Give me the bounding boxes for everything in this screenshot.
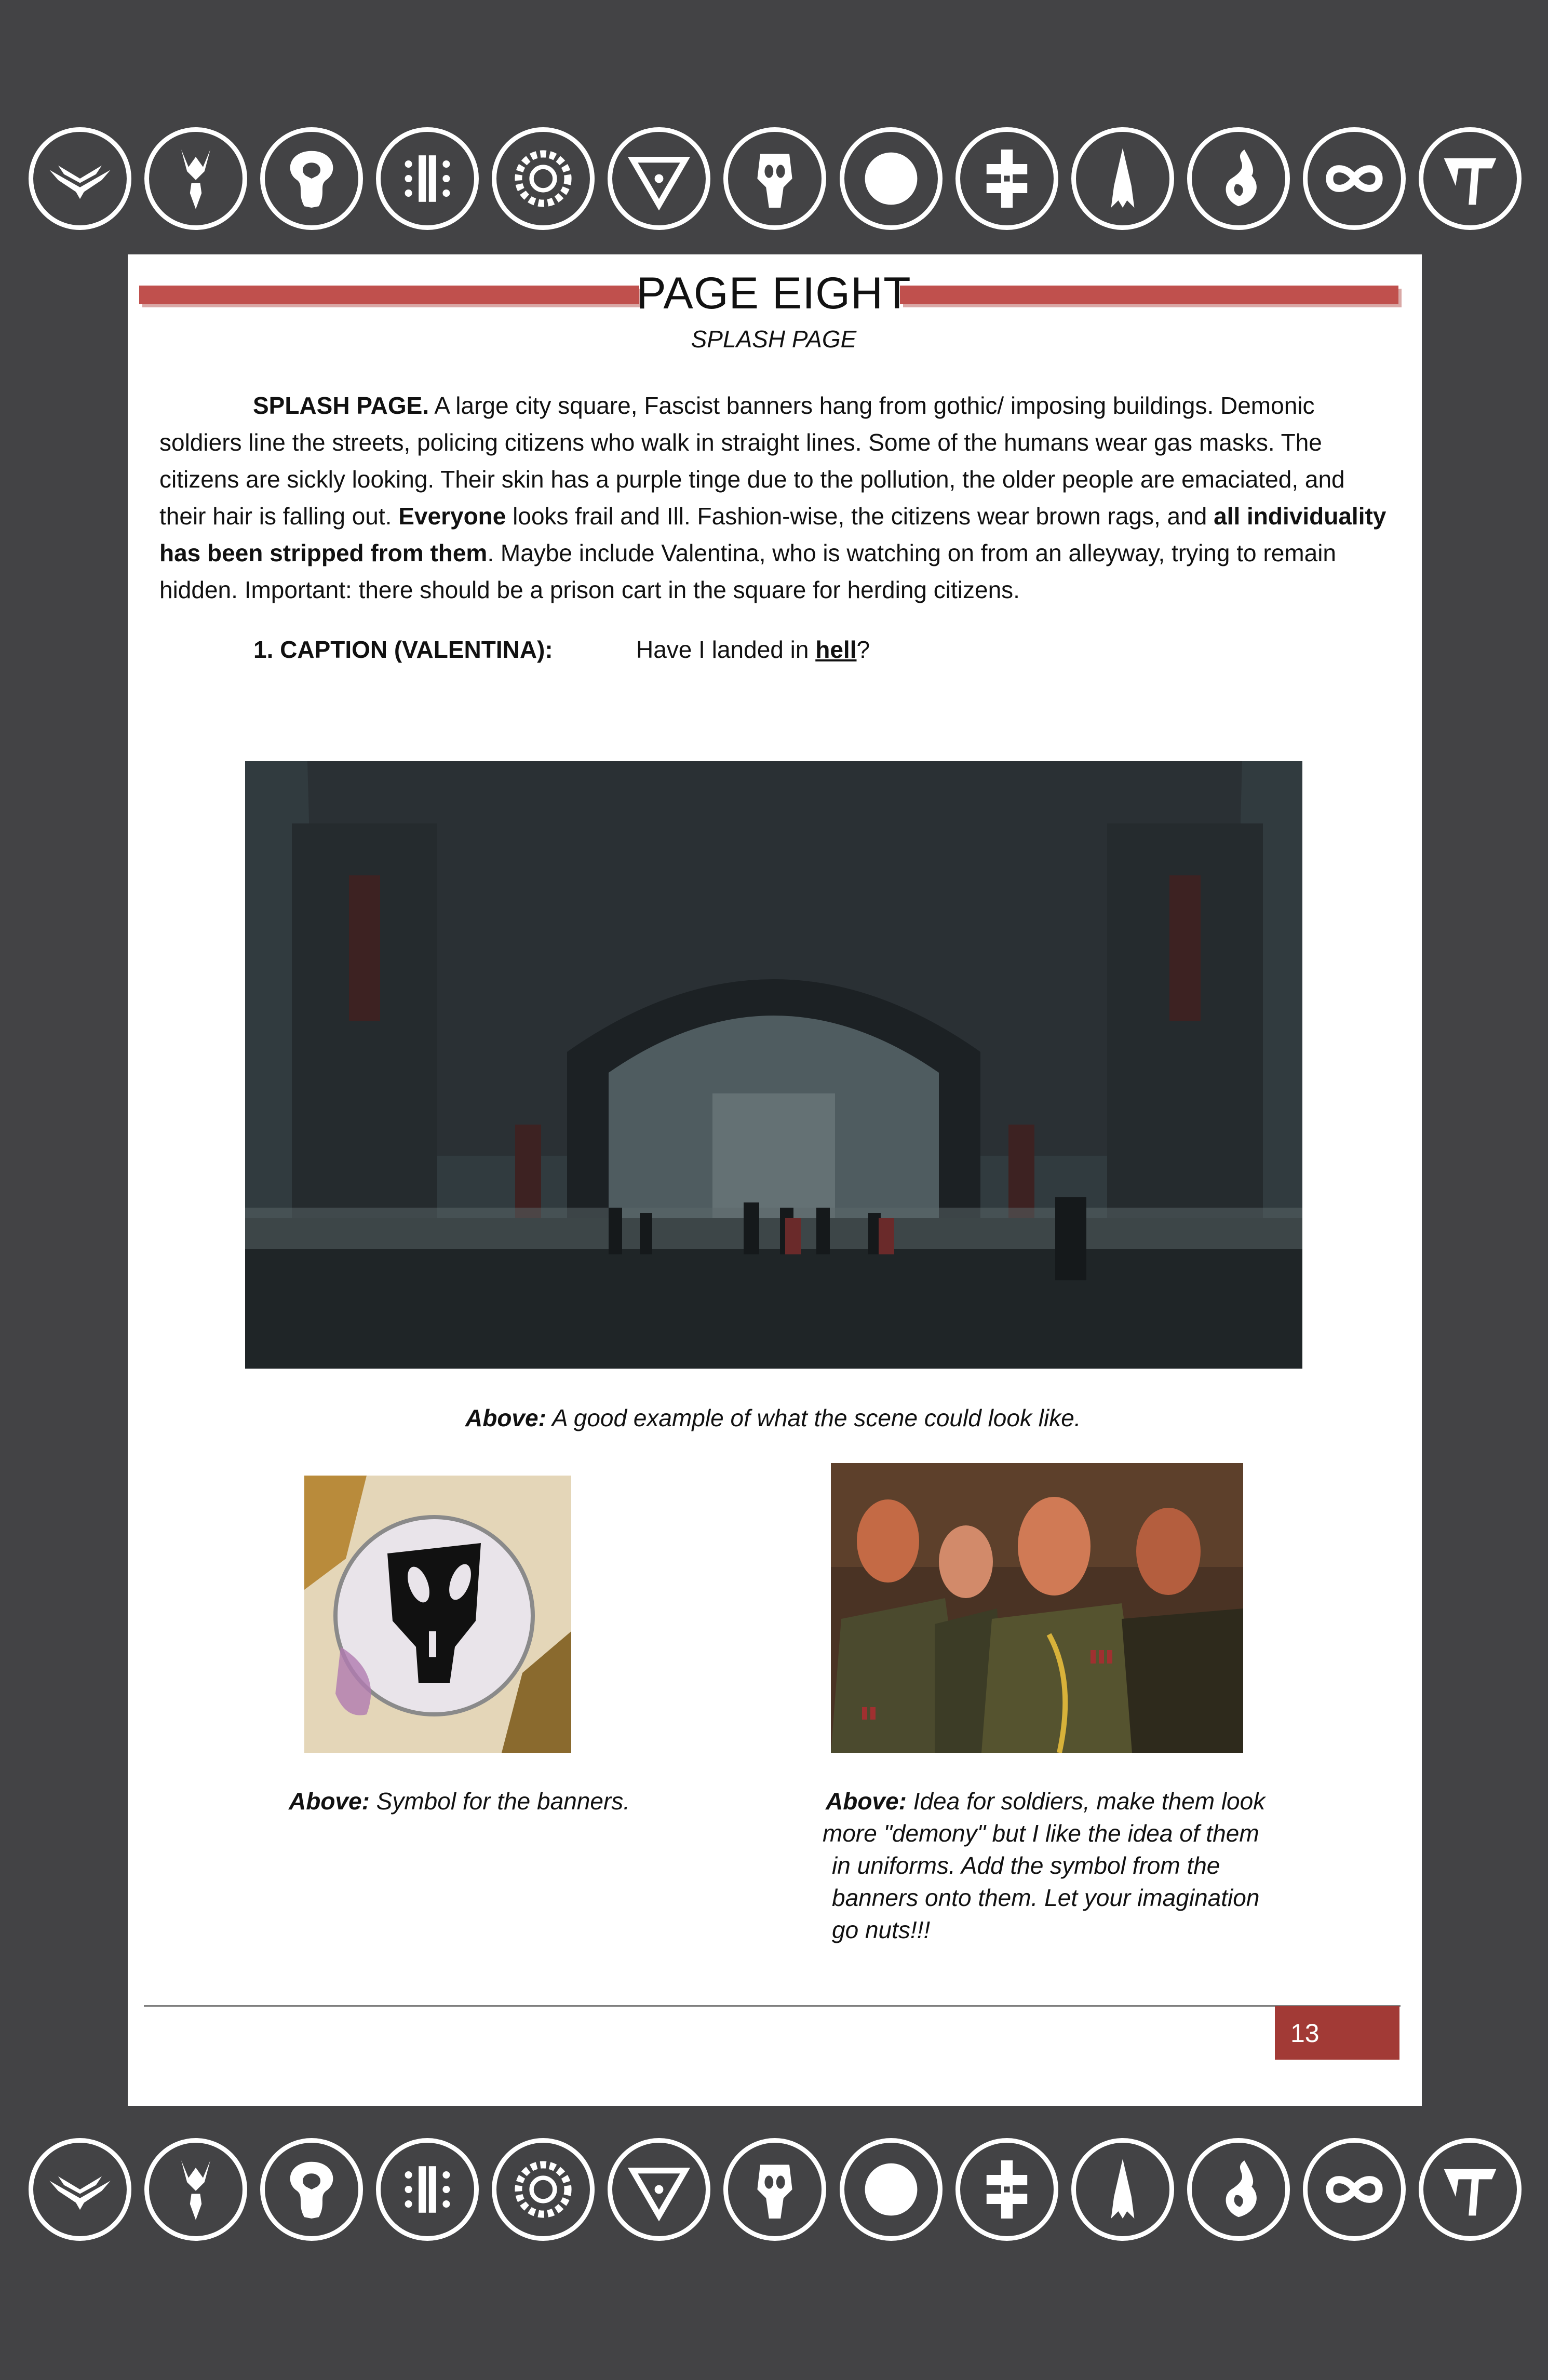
triangle-emblem-icon <box>608 127 710 230</box>
bars-emblem-icon <box>376 127 479 230</box>
wings-emblem-icon <box>29 2138 131 2241</box>
infinity-emblem-icon <box>1303 127 1406 230</box>
soldiers-caption-line-3: in uniforms. Add the symbol from the <box>832 1852 1220 1879</box>
caption-post: ? <box>856 636 870 663</box>
scene-description <box>159 387 1390 608</box>
caption-label: 1. CAPTION (VALENTINA): <box>253 636 553 663</box>
trident-emblem-icon <box>144 127 247 230</box>
skull-emblem-icon <box>723 127 826 230</box>
gothic-city-gate-image <box>245 761 1302 1369</box>
soldiers-caption-line-4: banners onto them. Let your imagination <box>832 1884 1260 1911</box>
circle-emblem-icon <box>840 2138 943 2241</box>
scene-bold-2: all individuality has been stripped from them <box>159 503 1387 566</box>
title-rule-right <box>900 286 1398 304</box>
cross-emblem-icon <box>955 2138 1058 2241</box>
serpent-emblem-icon <box>260 2138 363 2241</box>
banner-symbol-image <box>304 1476 571 1753</box>
bottom-emblem-row <box>29 2133 1522 2245</box>
skull-emblem-icon <box>723 2138 826 2241</box>
trident-emblem-icon <box>144 2138 247 2241</box>
infinity-emblem-icon <box>1303 2138 1406 2241</box>
footer-divider <box>144 2005 1401 2007</box>
arch-emblem-icon <box>1419 127 1522 230</box>
triangle-emblem-icon <box>608 2138 710 2241</box>
spire-emblem-icon <box>1071 2138 1174 2241</box>
scene-bold-1: Everyone <box>398 503 506 530</box>
top-emblem-row <box>29 123 1522 234</box>
bars-emblem-icon <box>376 2138 479 2241</box>
soldiers-caption-line-1 <box>826 1785 1265 1817</box>
serpent-emblem-icon <box>260 127 363 230</box>
arch-emblem-icon <box>1419 2138 1522 2241</box>
flame-emblem-icon <box>1187 2138 1290 2241</box>
soldiers-caption-text-1: Idea for soldiers, make them look <box>906 1788 1266 1815</box>
main-caption-text: A good example of what the scene could look like. <box>546 1404 1081 1431</box>
circle-emblem-icon <box>840 127 943 230</box>
page-number-badge: 13 <box>1275 2006 1399 2060</box>
main-caption-label: Above: <box>465 1404 546 1431</box>
caption-pre: Have I landed in <box>636 636 816 663</box>
wings-emblem-icon <box>29 127 131 230</box>
symbol-image-caption <box>289 1785 630 1817</box>
page-subtitle: SPLASH PAGE <box>691 326 857 353</box>
scene-text-2: looks frail and Ill. Fashion-wise, the citizens wear brown rags, and <box>506 503 1214 530</box>
soldiers-caption-label: Above: <box>826 1788 907 1815</box>
symbol-caption-text: Symbol for the banners. <box>369 1788 630 1815</box>
scene-text-1: A large city square, Fascist banners hang from gothic/ imposing buildings. Demonic soldiers line the streets, policing citizens who walk in straight lines. Some of the humans wear gas masks. The citizens are sickly looking. Their skin has a purple tinge due to the pollution, the older people are emaciated, and their hair is falling out. <box>159 392 1345 530</box>
soldiers-reference-image <box>831 1463 1243 1753</box>
cross-emblem-icon <box>955 127 1058 230</box>
symbol-caption-label: Above: <box>289 1788 370 1815</box>
page-title: PAGE EIGHT <box>636 268 911 318</box>
main-image-caption <box>465 1402 1081 1434</box>
caption-emphasis: hell <box>815 636 857 663</box>
soldiers-caption-line-2: more "demony" but I like the idea of them <box>823 1820 1259 1847</box>
flame-emblem-icon <box>1187 127 1290 230</box>
soldiers-caption-line-5: go nuts!!! <box>832 1916 931 1943</box>
scene-text-3: . Maybe include Valentina, who is watching on from an alleyway, trying to remain hidden. Important: there should be a prison cart in the square for herding citizens. <box>159 539 1337 603</box>
sunburst-emblem-icon <box>492 2138 595 2241</box>
scene-lead: SPLASH PAGE. <box>253 392 429 419</box>
title-rule-left <box>139 286 639 304</box>
sunburst-emblem-icon <box>492 127 595 230</box>
spire-emblem-icon <box>1071 127 1174 230</box>
soldiers-image-caption <box>823 1785 1266 1946</box>
caption-dialogue <box>636 635 870 664</box>
